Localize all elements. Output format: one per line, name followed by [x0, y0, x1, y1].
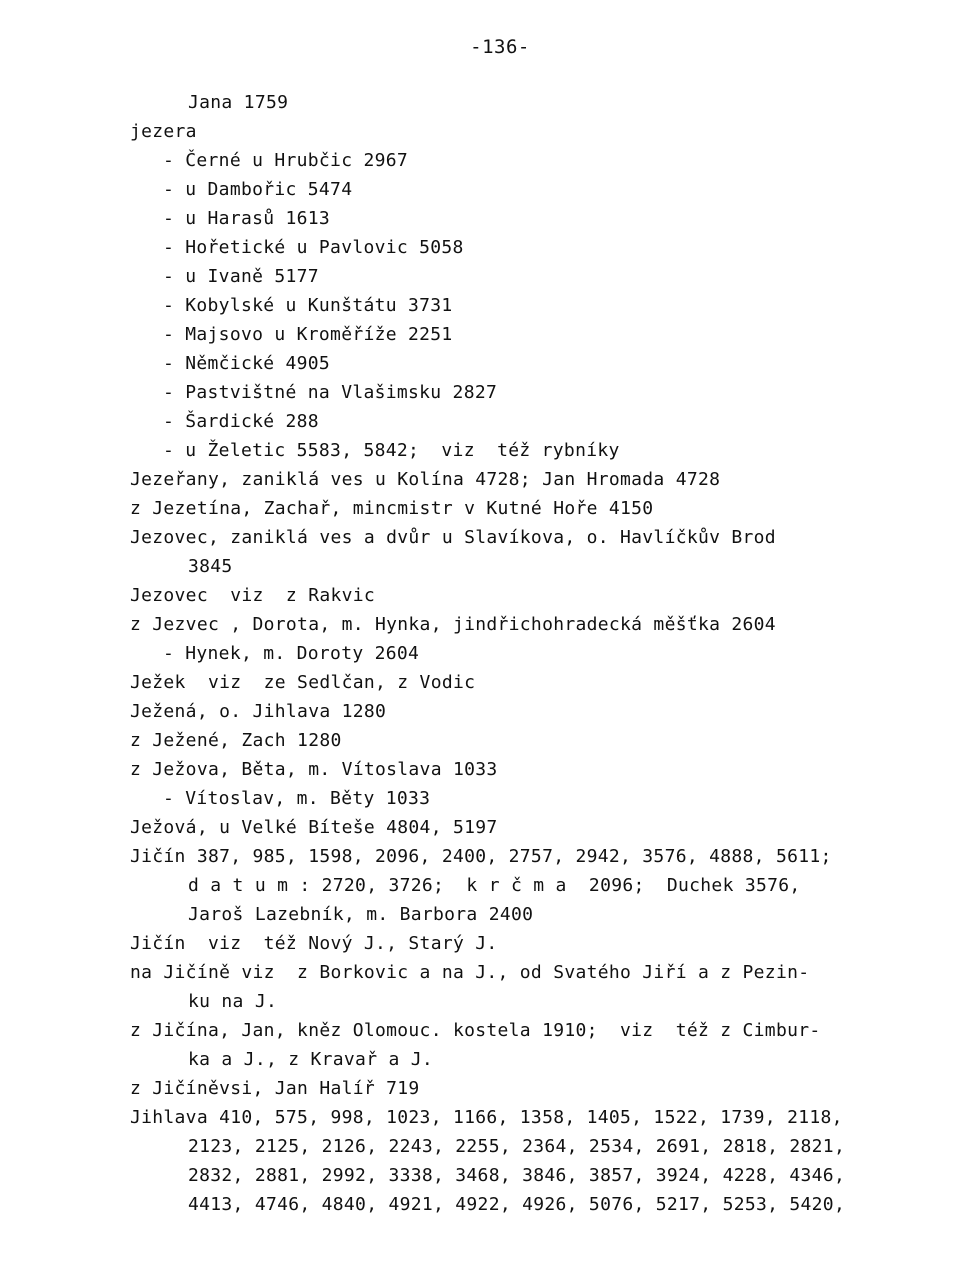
- index-line: 2832, 2881, 2992, 3338, 3468, 3846, 3857, 3924, 4228, 4346,: [188, 1165, 846, 1186]
- index-line: Jezovec viz z Rakvic: [130, 585, 376, 606]
- page-number: -136-: [470, 36, 530, 58]
- index-line: ka a J., z Kravař a J.: [188, 1049, 434, 1070]
- index-line: 3845: [188, 556, 233, 577]
- index-line: Ježek viz ze Sedlčan, z Vodic: [130, 672, 476, 693]
- index-line: - u Harasů 1613: [163, 208, 331, 229]
- index-line: ku na J.: [188, 991, 278, 1012]
- index-line: 2123, 2125, 2126, 2243, 2255, 2364, 2534, 2691, 2818, 2821,: [188, 1136, 846, 1157]
- index-line: - Němčické 4905: [163, 353, 331, 374]
- index-line: Jičín 387, 985, 1598, 2096, 2400, 2757, 2942, 3576, 4888, 5611;: [130, 846, 832, 867]
- index-line: - Šardické 288: [163, 411, 319, 432]
- index-line: z Ježené, Zach 1280: [130, 730, 342, 751]
- index-line: - u Dambořic 5474: [163, 179, 353, 200]
- index-line: Jaroš Lazebník, m. Barbora 2400: [188, 904, 534, 925]
- index-line: - Černé u Hrubčic 2967: [163, 150, 409, 171]
- index-line: Jezovec, zaniklá ves a dvůr u Slavíkova, o. Havlíčkův Brod: [130, 527, 776, 548]
- index-line: - u Ivaně 5177: [163, 266, 319, 287]
- index-line: 4413, 4746, 4840, 4921, 4922, 4926, 5076, 5217, 5253, 5420,: [188, 1194, 846, 1215]
- index-line: z Jezetína, Zachař, mincmistr v Kutné Hoře 4150: [130, 498, 654, 519]
- index-line: Jezeřany, zaniklá ves u Kolína 4728; Jan Hromada 4728: [130, 469, 721, 490]
- index-line: jezera: [130, 121, 197, 142]
- index-line: z Jičína, Jan, kněz Olomouc. kostela 1910; viz též z Cimbur-: [130, 1020, 821, 1041]
- index-line: z Ježova, Běta, m. Vítoslava 1033: [130, 759, 498, 780]
- index-line: z Jičíněvsi, Jan Halíř 719: [130, 1078, 420, 1099]
- index-line: Jihlava 410, 575, 998, 1023, 1166, 1358, 1405, 1522, 1739, 2118,: [130, 1107, 843, 1128]
- index-line: - Vítoslav, m. Běty 1033: [163, 788, 431, 809]
- index-line: Ježová, u Velké Bíteše 4804, 5197: [130, 817, 498, 838]
- index-line: - Majsovo u Kroměříže 2251: [163, 324, 453, 345]
- index-line: d a t u m : 2720, 3726; k r č m a 2096; Duchek 3576,: [188, 875, 801, 896]
- index-line: z Jezvec , Dorota, m. Hynka, jindřichohradecká měšťka 2604: [130, 614, 776, 635]
- index-line: - u Želetic 5583, 5842; viz též rybníky: [163, 440, 620, 461]
- index-line: Jičín viz též Nový J., Starý J.: [130, 933, 498, 954]
- index-line: - Pastvištné na Vlašimsku 2827: [163, 382, 498, 403]
- index-line: - Hynek, m. Doroty 2604: [163, 643, 420, 664]
- index-line: - Hořetické u Pavlovic 5058: [163, 237, 464, 258]
- index-line: - Kobylské u Kunštátu 3731: [163, 295, 453, 316]
- index-line: na Jičíně viz z Borkovic a na J., od Svatého Jiří a z Pezin-: [130, 962, 810, 983]
- index-line: Jana 1759: [188, 92, 289, 113]
- index-line: Ježená, o. Jihlava 1280: [130, 701, 387, 722]
